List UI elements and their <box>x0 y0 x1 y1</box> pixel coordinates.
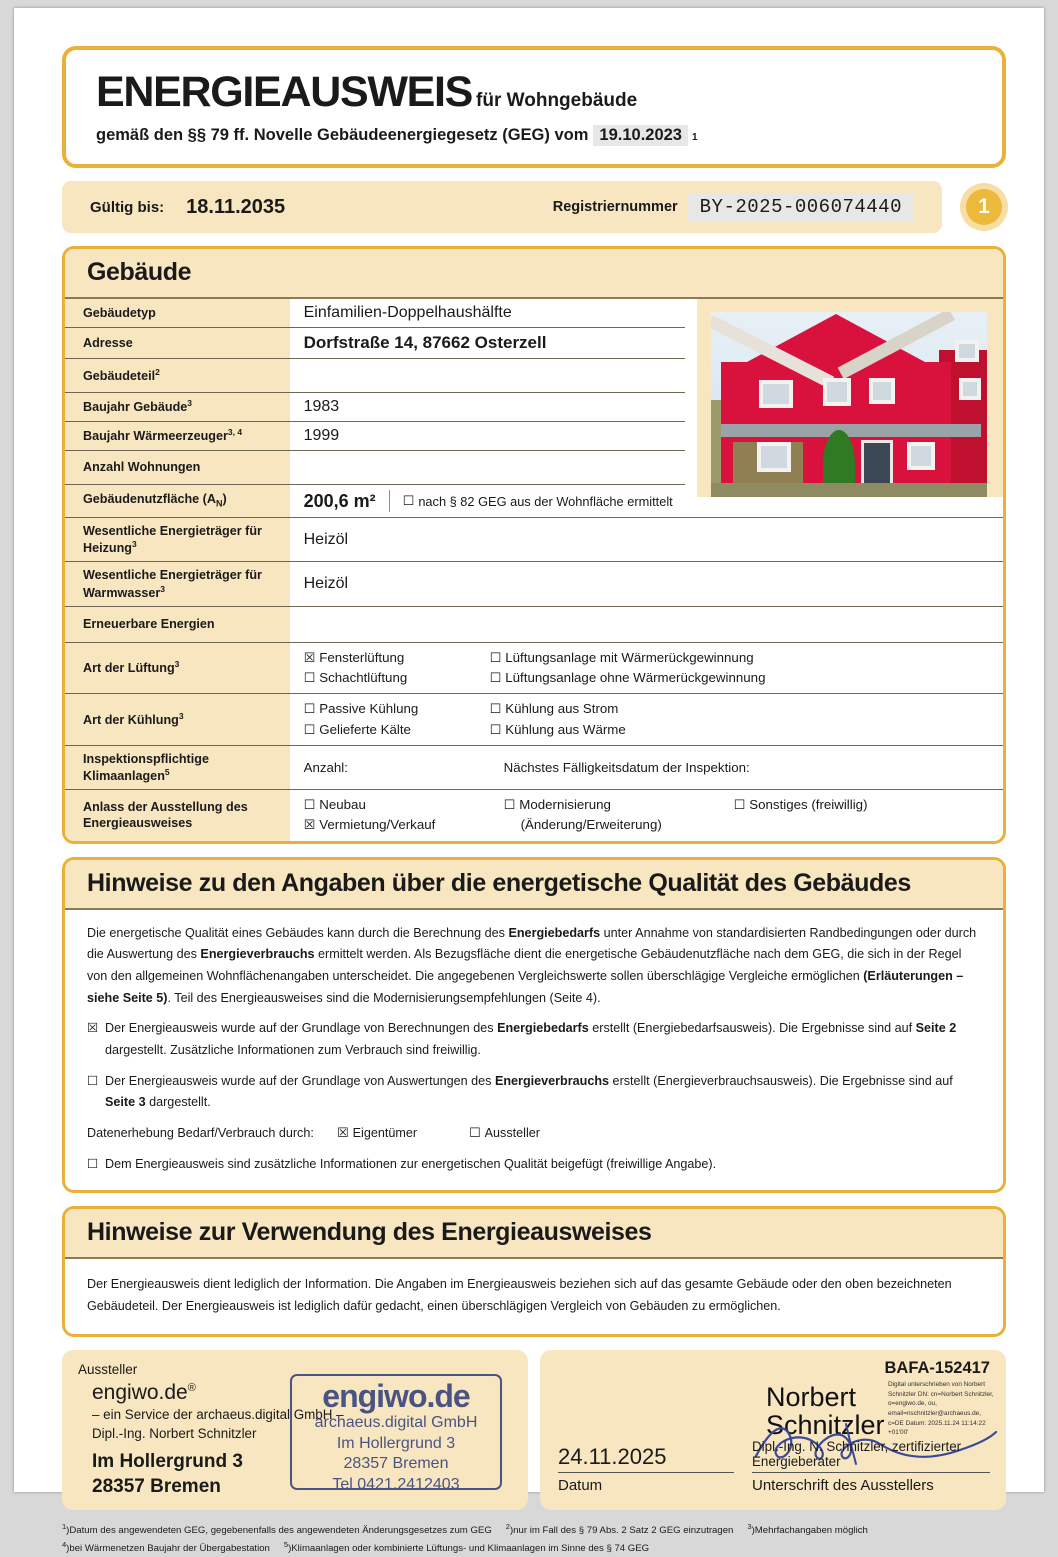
row-value <box>290 694 1003 745</box>
checkbox-icon[interactable]: ☐ <box>87 1156 99 1172</box>
checkbox-icon[interactable]: ☐ <box>303 702 316 718</box>
vent-option[interactable]: ☐ Lüftungsanlage mit Wärmerückgewinnung <box>489 649 754 666</box>
row-label: Adresse <box>65 328 290 359</box>
footnote-line-2: $^4$)bei Wärmenetzen Baujahr der Übergabestation $^5$)Klimaanlagen oder kombinierte Lüftungs- und Klimaanlagen im Sinne des § 74 GEG <box>62 1540 650 1555</box>
row-label: Baujahr Gebäude$^3$ <box>65 393 290 422</box>
checkbox-icon[interactable]: ☒ <box>303 650 316 666</box>
row-value: Heizöl <box>290 562 1003 606</box>
bafa-number: BAFA-152417 <box>884 1359 990 1378</box>
title-box <box>62 46 1006 168</box>
checkbox-icon[interactable]: ☐ <box>303 722 316 738</box>
table-row-energietraeger-heizung <box>65 518 1003 562</box>
row-label: Wesentliche Energieträger für Warmwasser$^3$ <box>65 562 290 606</box>
row-label: Gebäudenutzfläche $(A_N)$ <box>65 485 290 518</box>
quality-notes-header <box>65 860 1003 910</box>
row-label: Art der Kühlung$^3$ <box>65 694 290 745</box>
building-photo <box>711 312 987 497</box>
registration-label: Registriernummer <box>552 199 678 215</box>
inspection-due-label: Nächstes Fälligkeitsdatum der Inspektion: <box>503 759 750 775</box>
additional-info-option[interactable]: ☐ Dem Energieausweis sind zusätzliche Informationen zur energetischen Qualität beigefügt (freiwillige Angabe). <box>87 1154 981 1176</box>
signature-line <box>752 1439 990 1494</box>
survey-issuer-option[interactable]: ☐ Aussteller <box>469 1125 540 1141</box>
signature-role: Dipl.-Ing. N. Schnitzler, zertifizierter Energieberater <box>752 1439 990 1473</box>
company-stamp <box>290 1374 502 1493</box>
building-panel <box>62 246 1006 844</box>
checkbox-icon[interactable]: ☐ <box>489 722 502 738</box>
cool-option[interactable]: ☐ Gelieferte Kälte <box>303 721 411 738</box>
quality-paragraph: Die energetische Qualität eines Gebäudes kann durch die Berechnung des Energiebedarfs unter Annahme von standardisierten Randbedingungen oder durch die Auswertung des Energieverbrauchs ermittelt werden. Als Bezugsfläche dient die energetische Gebäudenutzfläche nach dem GEG, die sich in der Regel von den allgemeinen Wohnflächenangaben unterscheidet. Die angegebenen Vergleichswerte sollen überschlägige Vergleiche ermöglichen (Erläuterungen – siehe Seite 5). Teil des Energieausweises sind die Modernisierungsempfehlungen (Seite 4). <box>87 925 977 1005</box>
reason-option-sublabel: (Änderung/Erweiterung) <box>520 817 662 833</box>
data-survey-row <box>87 1123 981 1145</box>
checkbox-icon[interactable]: ☐ <box>733 798 746 814</box>
checkbox-icon[interactable]: ☐ <box>489 671 502 687</box>
row-label: Anzahl Wohnungen <box>65 451 290 485</box>
issuer-name: engiwo.de® <box>92 1381 196 1405</box>
table-row-kuehlung <box>65 694 1003 745</box>
row-label: Gebäudeteil$^2$ <box>65 359 290 393</box>
row-value <box>290 642 1003 693</box>
law-footnote-marker: 1 <box>692 131 698 143</box>
row-label: Inspektionspflichtige Klimaanlagen$^5$ <box>65 745 290 789</box>
area-value: 200,6 m² <box>303 490 376 511</box>
table-row-klimaanlagen <box>65 745 1003 789</box>
cool-option[interactable]: ☐ Passive Kühlung <box>303 701 419 718</box>
signature-date-label: Datum <box>558 1477 603 1495</box>
checkbox-icon[interactable]: ☒ <box>303 818 316 834</box>
page-number-badge <box>960 183 1008 231</box>
footnotes <box>62 1521 1006 1557</box>
checkbox-icon[interactable]: ☐ <box>489 650 502 666</box>
law-date: 19.10.2023 <box>593 125 688 146</box>
signer-name: Norbert Schnitzler <box>766 1382 885 1441</box>
quality-notes-panel <box>62 857 1006 1193</box>
vent-option[interactable]: ☐ Schachtlüftung <box>303 670 408 687</box>
issuer-street: Im Hollergrund 3 <box>92 1451 243 1473</box>
building-heading: Gebäude <box>87 258 192 286</box>
cool-option[interactable]: ☐ Kühlung aus Strom <box>489 701 619 718</box>
row-value <box>290 451 685 485</box>
usage-notes-heading: Hinweise zur Verwendung des Energieausweises <box>87 1217 652 1246</box>
area-method-label: nach § 82 GEG aus der Wohnfläche ermittelt <box>418 493 673 509</box>
row-label: Erneuerbare Energien <box>65 606 290 642</box>
validity-bar <box>62 181 990 233</box>
row-value: 1999 <box>290 422 685 451</box>
verbrauchsausweis-option[interactable]: ☐ Der Energieausweis wurde auf der Grundlage von Auswertungen des Energieverbrauchs erstellt (Energieverbrauchsausweis). Die Ergebnisse sind auf Seite 3 dargestellt. <box>87 1071 981 1114</box>
reason-option[interactable]: ☐ Sonstiges (freiwillig) <box>733 797 868 814</box>
law-reference: gemäß den §§ 79 ff. Novelle Gebäudeenergiegesetz (GEG) vom <box>96 125 589 144</box>
document-title: ENERGIEAUSWEIS <box>96 68 473 116</box>
checkbox-icon[interactable]: ☒ <box>337 1125 349 1141</box>
reason-option[interactable]: ☐ Modernisierung <box>503 797 611 814</box>
row-value <box>290 790 1003 841</box>
table-row-energietraeger-warmwasser <box>65 562 1003 606</box>
usage-paragraph: Der Energieausweis dient lediglich der Information. Die Angaben im Energieausweis beziehen sich auf das gesamte Gebäude oder den oben bezeichneten Gebäudeteil. Der Energieausweis ist lediglich dafür gedacht, einen überschlägigen Vergleich von Gebäuden zu ermöglichen. <box>87 1276 952 1313</box>
row-value: Heizöl <box>290 518 1003 562</box>
valid-until-label: Gültig bis: <box>90 198 165 216</box>
stamp-line-3: 28357 Bremen <box>343 1455 449 1473</box>
stamp-line-1: archaeus.digital GmbH <box>314 1414 478 1432</box>
building-photo-cell <box>697 299 1003 497</box>
checkbox-icon[interactable]: ☐ <box>303 671 316 687</box>
bedarfsausweis-option[interactable]: ☒ Der Energieausweis wurde auf der Grundlage von Berechnungen des Energiebedarfs erstellt (Energiebedarfsausweis). Die Ergebnisse sind auf Seite 2 dargestellt. Zusätzliche Informationen zum Verbrauch sind freiwillig. <box>87 1018 981 1061</box>
row-label: Baujahr Wärmeerzeuger$^{3, 4}$ <box>65 422 290 451</box>
vent-option[interactable]: ☐ Lüftungsanlage ohne Wärmerückgewinnung <box>489 670 766 687</box>
checkbox-icon[interactable]: ☐ <box>489 702 502 718</box>
survey-owner-option[interactable]: ☒ Eigentümer <box>337 1125 418 1141</box>
row-label: Wesentliche Energieträger für Heizung$^3$ <box>65 518 290 562</box>
reason-option[interactable]: ☐ Neubau <box>303 797 366 814</box>
issuer-city: 28357 Bremen <box>92 1475 221 1497</box>
data-survey-label: Datenerhebung Bedarf/Verbrauch durch: <box>87 1125 314 1140</box>
registration-number: BY-2025-006074440 <box>688 193 914 221</box>
vent-option[interactable]: ☒ Fensterlüftung <box>303 649 405 666</box>
area-method-checkbox[interactable]: ☐ <box>402 493 415 509</box>
usage-notes-header <box>65 1209 1003 1259</box>
row-label: Art der Lüftung$^3$ <box>65 642 290 693</box>
table-row-erneuerbare-energien <box>65 606 1003 642</box>
stamp-line-2: Im Hollergrund 3 <box>336 1434 456 1452</box>
row-value <box>290 359 685 393</box>
usage-notes-body <box>65 1259 1003 1334</box>
table-row-anlass <box>65 790 1003 841</box>
stamp-line-4: Tel 0421.2412403 <box>332 1475 460 1493</box>
document-page <box>14 8 1044 1555</box>
issuer-service-line: – ein Service der archaeus.digital GmbH – <box>92 1407 344 1423</box>
document-subtitle: für Wohngebäude <box>476 90 638 111</box>
valid-until-value: 18.11.2035 <box>186 195 286 218</box>
row-value <box>290 606 1003 642</box>
signature-date <box>558 1444 734 1494</box>
signature-block <box>540 1350 1006 1510</box>
table-row-lueftung <box>65 642 1003 693</box>
document-footer <box>62 1350 1006 1510</box>
row-value: Einfamilien-Doppelhaushälfte <box>290 299 685 328</box>
checkbox-icon[interactable]: ☐ <box>87 1072 99 1088</box>
checkbox-icon[interactable]: ☒ <box>87 1020 99 1036</box>
checkbox-icon[interactable]: ☐ <box>303 798 316 814</box>
quality-notes-heading: Hinweise zu den Angaben über die energetische Qualität des Gebäudes <box>87 868 911 897</box>
row-value <box>290 745 1003 789</box>
building-panel-header <box>65 249 1003 299</box>
issuer-person: Dipl.-Ing. Norbert Schnitzler <box>92 1426 257 1442</box>
signature-caption: Unterschrift des Ausstellers <box>752 1477 934 1495</box>
checkbox-icon[interactable]: ☐ <box>503 798 516 814</box>
signature-date-value: 24.11.2025 <box>558 1444 734 1473</box>
inspection-count-label: Anzahl: <box>303 759 348 775</box>
cool-option[interactable]: ☐ Kühlung aus Wärme <box>489 721 626 738</box>
row-label: Anlass der Ausstellung des Energieausweises <box>65 790 290 841</box>
digital-signature-meta: Digital unterschrieben von Norbert Schnitzler DN: cn=Norbert Schnitzler, o=engiwo.de, ou, email=nschnitzler@archaeus.de, c=DE Datum: 2025.11.24 11:14:22 +01'00' <box>888 1381 994 1437</box>
issuer-block <box>62 1350 528 1510</box>
stamp-title: engiwo.de <box>322 1378 470 1415</box>
quality-notes-body <box>65 910 1003 1190</box>
footnote-line-1: $^1$)Datum des angewendeten GEG, gegebenenfalls des angewendeten Änderungsgesetzes zum GEG $^2$)nur im Fall des § 79 Abs. 2 Satz 2 GEG einzutragen $^3$)Mehrfachangaben möglich <box>62 1522 868 1537</box>
issuer-label: Aussteller <box>78 1362 138 1378</box>
row-value: 1983 <box>290 393 685 422</box>
page-number-value: 1 <box>966 189 1002 225</box>
row-value: Dorfstraße 14, 87662 Osterzell <box>290 328 685 359</box>
row-label: Gebäudetyp <box>65 299 290 328</box>
checkbox-icon[interactable]: ☐ <box>469 1125 481 1141</box>
usage-notes-panel <box>62 1206 1006 1337</box>
reason-option[interactable]: ☒ Vermietung/Verkauf <box>303 817 436 834</box>
